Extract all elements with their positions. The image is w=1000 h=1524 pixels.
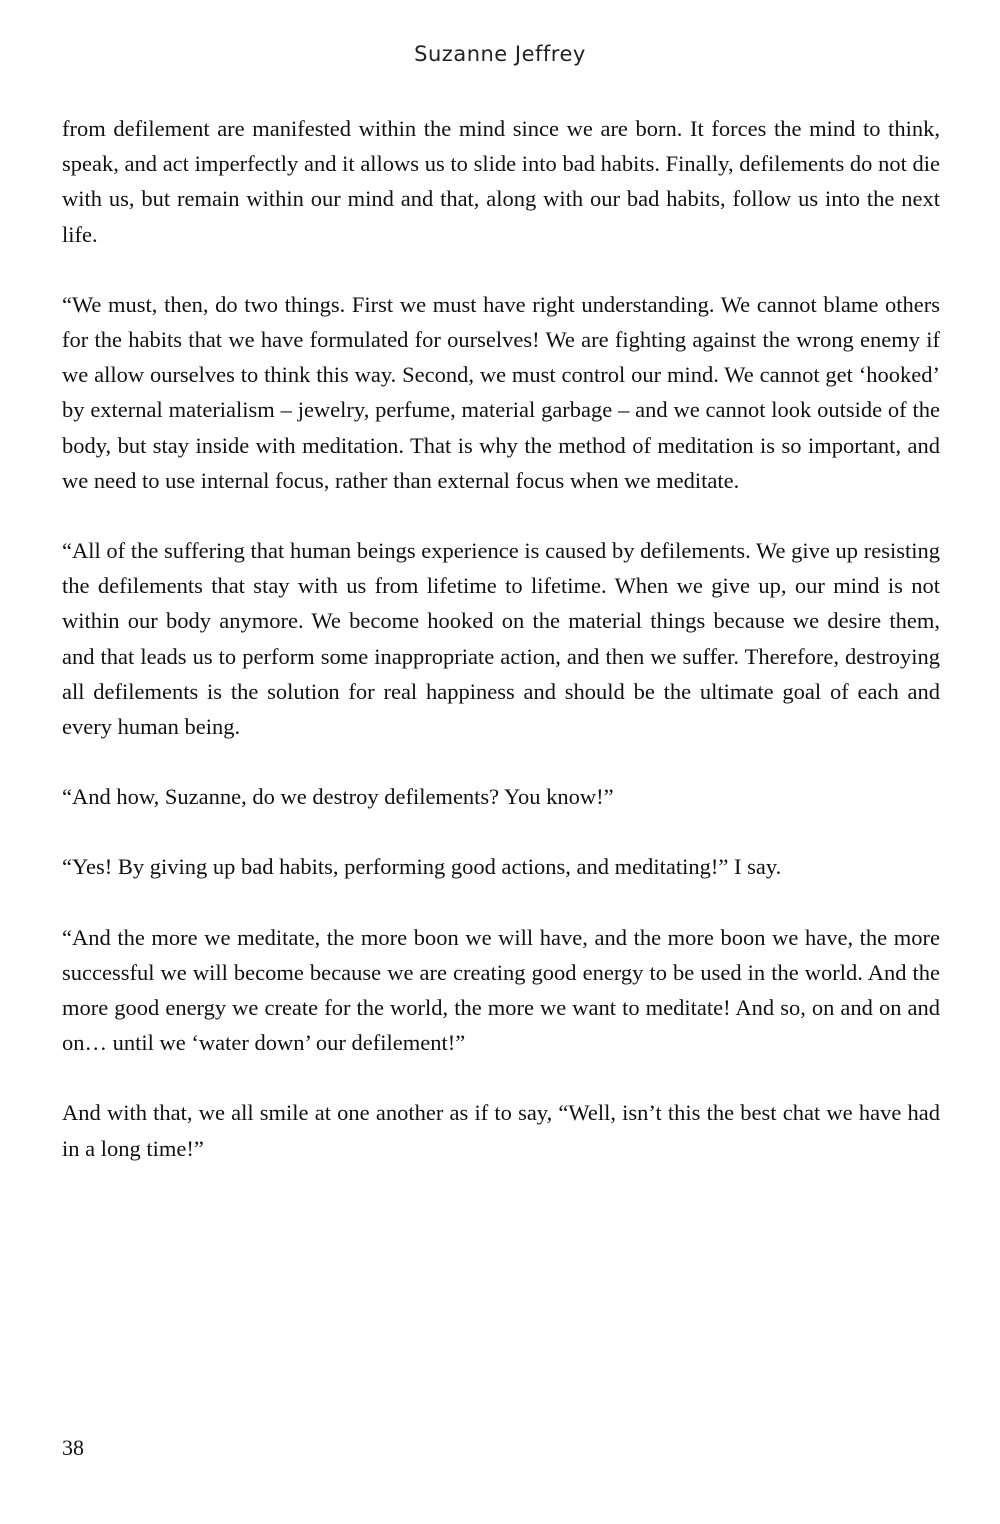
paragraph-7: And with that, we all smile at one another as if to say, “Well, isn’t this the best chat we have had in a long time!” — [62, 1100, 940, 1161]
body-text — [62, 111, 940, 1201]
paragraph-5: “Yes! By giving up bad habits, performing good actions, and meditating!” I say. — [62, 854, 782, 880]
paragraph-2: “We must, then, do two things. First we must have right understanding. We cannot blame others for the habits that we have formulated for ourselves! We are fighting against the wrong enemy if we allow ourselves to think this way. Second, we must control our mind. We cannot get ‘hooked’ by external materialism – jewelry, perfume, material garbage – and we cannot look outside of the body, but stay inside with meditation. That is why the method of meditation is so important, and we need to use internal focus, rather than external focus when we meditate. — [62, 291, 940, 493]
paragraph-4: “And how, Suzanne, do we destroy defilements? You know!” — [62, 784, 614, 810]
paragraph-3: “All of the suffering that human beings experience is caused by defilements. We give up resisting the defilements that stay with us from lifetime to lifetime. When we give up, our mind is not within our body anymore. We become hooked on the material things because we desire them, and that leads us to perform some inappropriate action, and then we suffer. Therefore, destroying all defilements is the solution for real happiness and should be the ultimate goal of each and every human being. — [62, 538, 940, 740]
paragraph-6: “And the more we meditate, the more boon we will have, and the more boon we have, the more successful we will become because we are creating good energy to be used in the world. And the more good energy we create for the world, the more we want to meditate! And so, on and on and on… until we ‘water down’ our defilement!” — [62, 924, 940, 1056]
page-number: 38 — [62, 1435, 84, 1460]
running-header: Suzanne Jeffrey — [414, 42, 586, 66]
paragraph-1: from defilement are manifested within the mind since we are born. It forces the mind to think, speak, and act imperfectly and it allows us to slide into bad habits. Finally, defilements do not die with us, but remain within our mind and that, along with our bad habits, follow us into the next life. — [62, 116, 940, 247]
